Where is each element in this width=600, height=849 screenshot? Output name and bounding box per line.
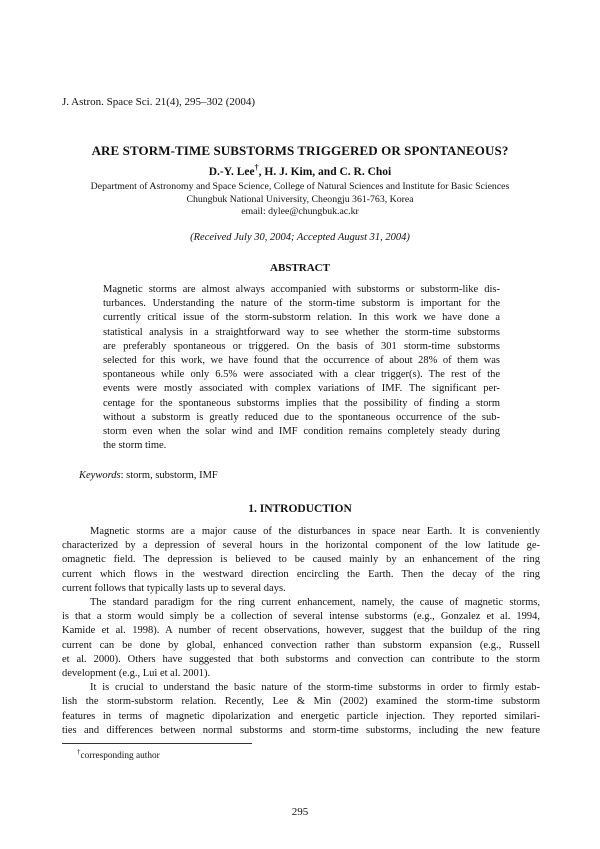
abstract-line: without a substorm is greatly reduced due to the spontaneous occurrence of the sub- bbox=[103, 411, 500, 423]
footnote bbox=[77, 748, 160, 761]
body-line: et al. 2000). Others have suggested that both substorms and convection can contribute to the storm bbox=[62, 653, 540, 665]
author-email: email: dylee@chungbuk.ac.kr bbox=[241, 206, 359, 217]
affiliation-line-1: Department of Astronomy and Space Science, College of Natural Sciences and Institute for Basic Sciences bbox=[90, 181, 510, 192]
abstract-line: events were mostly associated with complex variations of IMF. The significant per- bbox=[103, 383, 500, 395]
body-line: current follows that typically lasts up to several days. bbox=[62, 582, 286, 594]
body-line: current which flows in the westward direction encircling the Earth. Then the decay of the ring bbox=[62, 568, 540, 580]
abstract-line: the storm time. bbox=[103, 440, 167, 452]
abstract-line: turbances. Understanding the nature of the storm-time substorm is important for the bbox=[103, 298, 500, 310]
journal-reference: J. Astron. Space Sci. 21(4), 295–302 (2004) bbox=[62, 96, 256, 108]
abstract-body bbox=[103, 283, 500, 453]
body-line: Kamide et al. 1998). A number of recent observations, however, suggest that the buildup of the ring bbox=[62, 625, 540, 637]
page-number: 295 bbox=[291, 806, 309, 818]
body-line: is that a storm would simply be a collection of several intense substorms (e.g., Gonzalez et al. 1994, bbox=[62, 611, 540, 623]
body-line: omagnetic field. The depression is believed to be caused mainly by an enhancement of the ring bbox=[62, 554, 540, 566]
body-line: The standard paradigm for the ring current enhancement, namely, the cause of magnetic storms, bbox=[90, 597, 540, 609]
paper-title: ARE STORM-TIME SUBSTORMS TRIGGERED OR SPONTANEOUS? bbox=[91, 143, 509, 158]
body-line: Magnetic storms are a major cause of the disturbances in space near Earth. It is conveniently bbox=[90, 526, 540, 537]
body-line: development (e.g., Lui et al. 2001). bbox=[62, 668, 211, 680]
body-line: lish the storm-substorm relation. Recently, Lee & Min (2002) examined the storm-time substorm bbox=[62, 696, 540, 708]
footnote-divider bbox=[62, 743, 252, 744]
body-line: It is crucial to understand the basic nature of the storm-time substorms in order to firmly estab- bbox=[90, 682, 540, 694]
abstract-line: centage for the spontaneous substorms implies that the possibility of finding a storm bbox=[103, 397, 500, 409]
keywords-label: Keywords bbox=[79, 470, 121, 481]
footnote-mark: † bbox=[77, 748, 81, 756]
author-list bbox=[0, 163, 600, 178]
introduction-body bbox=[62, 525, 540, 738]
abstract-line: spontaneous while only 6.5% were associated with a clear trigger(s). The rest of the bbox=[103, 369, 500, 381]
body-line: current can be done by global, enhanced convection rather than substorm expansion (e.g., Russell bbox=[62, 639, 540, 651]
corresponding-mark: † bbox=[254, 163, 259, 172]
keywords bbox=[79, 470, 218, 481]
abstract-line: storm even when the solar wind and IMF condition remains completely steady during bbox=[103, 426, 500, 438]
abstract-line: are preferably spontaneous or triggered. On the basis of 301 storm-time substorms bbox=[103, 340, 500, 352]
keywords-text: : storm, substorm, IMF bbox=[120, 470, 218, 481]
affiliation-line-2: Chungbuk National University, Cheongju 361-763, Korea bbox=[186, 194, 414, 205]
first-author: D.-Y. Lee bbox=[208, 165, 255, 178]
other-authors: , H. J. Kim, and C. R. Choi bbox=[258, 165, 392, 178]
abstract-line: Magnetic storms are almost always accompanied with substorms or substorm-like dis- bbox=[103, 284, 500, 295]
received-dates: (Received July 30, 2004; Accepted August 31, 2004) bbox=[190, 232, 410, 243]
body-line: ties and differences between normal substorms and storm-time substorms, including the new feature bbox=[62, 724, 540, 736]
body-line: features in terms of magnetic dipolarization and energetic particle injection. They reported similari- bbox=[62, 710, 540, 722]
body-line: characterized by a depression of several hours in the horizontal component of the low latitude ge- bbox=[62, 540, 540, 552]
section-heading-introduction: 1. INTRODUCTION bbox=[248, 503, 352, 515]
abstract-heading: ABSTRACT bbox=[270, 262, 330, 274]
footnote-text: corresponding author bbox=[80, 751, 160, 762]
abstract-line: statistical analysis in a straightforward way to see whether the storm-time substorms bbox=[103, 326, 500, 338]
abstract-line: currently critical issue of the storm-substorm relation. In this work we have done a bbox=[103, 312, 500, 324]
abstract-line: selected for this work, we have found that the occurrence of about 28% of them was bbox=[103, 355, 500, 367]
